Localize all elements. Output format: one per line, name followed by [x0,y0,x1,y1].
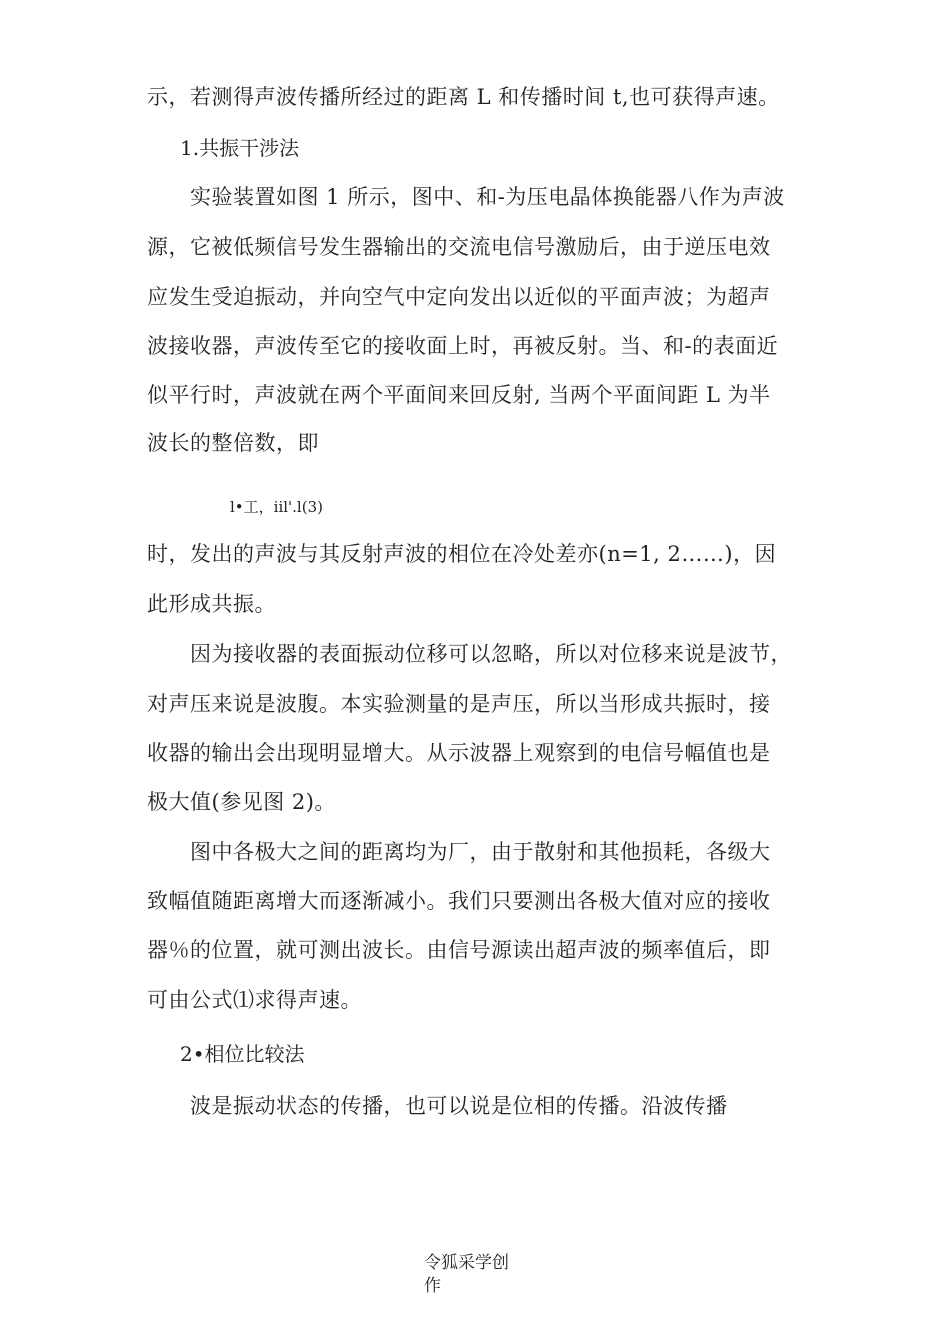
paragraph-line: 波长的整倍数，即 [147,431,319,455]
footer-text: 作 [424,1276,441,1296]
paragraph-line: 对声压来说是波腹。本实验测量的是声压，所以当形成共振时，接 [147,692,771,716]
paragraph-line: 波接收器，声波传至它的接收面上时，再被反射。当、和-的表面近 [147,334,779,358]
paragraph-line: 实验装置如图 1 所示，图中、和-为压电晶体换能器八作为声波 [190,185,785,209]
paragraph-line: 致幅值随距离增大而逐渐减小。我们只要测出各极大值对应的接收 [147,889,771,913]
section-heading-resonance: 1.共振干涉法 [180,136,300,160]
paragraph-line: 收器的输出会出现明显增大。从示波器上观察到的电信号幅值也是 [147,741,771,765]
paragraph-line: 此形成共振。 [147,592,276,616]
equation-3: l•工，iil'.l(3) [230,498,323,516]
paragraph-line: 极大值(参见图 2)。 [147,790,336,814]
paragraph-line: 示，若测得声波传播所经过的距离 L 和传播时间 t,也可获得声速。 [147,85,780,109]
paragraph-line: 器％的位置，就可测出波长。由信号源读出超声波的频率值后，即 [147,938,771,962]
paragraph-line: 似平行时，声波就在两个平面间来回反射, 当两个平面间距 L 为半 [147,383,771,407]
paragraph-line: 波是振动状态的传播，也可以说是位相的传播。沿波传播 [190,1094,728,1118]
paragraph-line: 因为接收器的表面振动位移可以忽略，所以对位移来说是波节， [190,642,792,666]
footer-text: 令狐采学创 [424,1253,509,1273]
paragraph-line: 图中各极大之间的距离均为厂，由于散射和其他损耗，各级大 [190,840,771,864]
paragraph-line: 可由公式⑴求得声速。 [147,988,362,1012]
paragraph-line: 时，发出的声波与其反射声波的相位在冷处差亦(n=1, 2……)，因 [147,542,777,566]
section-heading-phase: 2•相位比较法 [180,1042,305,1066]
paragraph-line: 源，它被低频信号发生器输出的交流电信号激励后，由于逆压电效 [147,235,771,259]
paragraph-line: 应发生受迫振动，并向空气中定向发出以近似的平面声波；为超声 [147,285,771,309]
